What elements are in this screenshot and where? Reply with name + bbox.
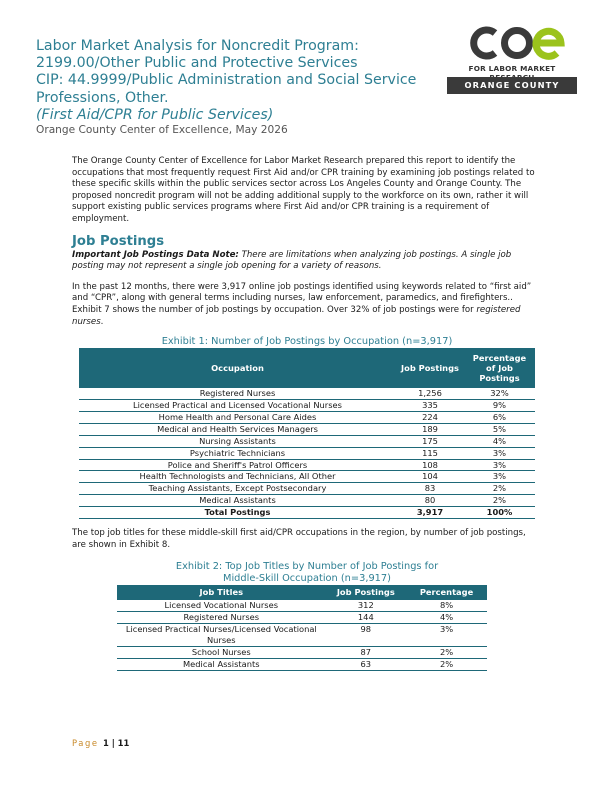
- total-label-cell: Total Postings: [204, 507, 271, 518]
- job-title-cell: Licensed Practical Nurses/Licensed Vocational Nurses: [125, 624, 317, 646]
- postings-paragraph-end: .: [100, 316, 104, 327]
- postings-cell: 80: [424, 495, 436, 506]
- report-title-line-1: Labor Market Analysis for Noncredit Program:: [36, 38, 359, 54]
- exhibit1-title: Exhibit 1: Number of Job Postings by Occupation (n=3,917): [161, 336, 453, 348]
- page-number: 1 | 11: [102, 738, 130, 748]
- exhibit2-header-postings: Job Postings: [326, 585, 406, 600]
- table-row: [79, 459, 535, 471]
- coe-logo-mark: [465, 26, 573, 60]
- table-row: [79, 400, 535, 412]
- postings-cell: 104: [422, 471, 438, 482]
- occupation-cell: Police and Sheriff's Patrol Officers: [167, 459, 308, 470]
- report-title-italic: (First Aid/CPR for Public Services): [36, 106, 274, 123]
- percentage-cell: 3%: [439, 624, 454, 635]
- percentage-cell: 2%: [439, 659, 454, 670]
- logo-orange-county-bar: ORANGE COUNTY: [447, 77, 577, 94]
- exhibit1-header-percentage: Percentage of Job Postings: [464, 348, 535, 388]
- occupation-cell: Medical and Health Services Managers: [157, 423, 318, 434]
- report-header: [36, 38, 436, 136]
- percentage-cell: 32%: [490, 388, 509, 399]
- occupation-cell: Home Health and Personal Care Aides: [158, 411, 317, 422]
- percentage-cell: 5%: [492, 423, 507, 434]
- intro-paragraph: The Orange County Center of Excellence for Labor Market Research prepared this report to identify the occupations that most frequently request First Aid and/or CPR training by examining job postings related to these specific skills within the public services sector across Los Angeles County and Orange County. The proposed noncredit program will not be adding additional supply to the workforce on its own, rather it will support existing public services programs where First Aid and/or CPR training is a requirement of employment.: [72, 156, 535, 224]
- page-footer: [72, 738, 129, 748]
- percentage-cell: 2%: [439, 647, 454, 658]
- report-title-line-3: CIP: 44.9999/Public Administration and Social Service: [36, 72, 417, 89]
- table-row: [117, 647, 487, 659]
- data-note-label: Important Job Postings Data Note:: [72, 249, 239, 260]
- postings-cell: 83: [424, 483, 436, 494]
- postings-paragraph-emphasis: registered nurses: [72, 304, 521, 327]
- table-row: [117, 624, 487, 647]
- occupation-cell: Health Technologists and Technicians, All Other: [139, 471, 336, 482]
- postings-cell: 115: [422, 447, 438, 458]
- table-row: [117, 612, 487, 624]
- exhibit1-table: [79, 348, 535, 519]
- table-row: [79, 388, 535, 399]
- postings-cell: 144: [357, 612, 374, 623]
- total-row: [79, 507, 535, 519]
- percentage-cell: 4%: [492, 435, 507, 446]
- percentage-cell: 8%: [439, 600, 454, 611]
- exhibit2-title-line-1: Exhibit 2: Top Job Titles by Number of Job Postings for: [175, 561, 439, 573]
- occupation-cell: Licensed Practical and Licensed Vocational Nurses: [133, 400, 342, 411]
- postings-cell: 98: [360, 624, 372, 635]
- percentage-cell: 3%: [492, 447, 507, 458]
- exhibit2-header-row: [117, 585, 487, 600]
- postings-paragraph-text: In the past 12 months, there were 3,917 online job postings identified using keywords related to “first aid” and “CPR”, along with general terms including nurses, law enforcement, paramedics, and firefighters.. Exhibit 7 shows the number of job postings by occupation. Over 32% of job postings were for: [72, 281, 532, 315]
- table-row: [79, 483, 535, 495]
- percentage-cell: 3%: [492, 471, 507, 482]
- report-body: [72, 156, 542, 671]
- occupation-cell: Nursing Assistants: [199, 435, 276, 446]
- postings-cell: 1,256: [418, 388, 442, 399]
- postings-paragraph: [72, 282, 542, 328]
- percentage-cell: 9%: [492, 400, 507, 411]
- job-title-cell: Registered Nurses: [183, 612, 260, 623]
- percentage-cell: 6%: [492, 411, 507, 422]
- postings-cell: 312: [357, 600, 374, 611]
- exhibit1-header-occupation: Occupation: [79, 348, 396, 388]
- percentage-cell: 2%: [492, 495, 507, 506]
- total-percentage-cell: 100%: [486, 507, 513, 518]
- exhibit2-title-line-2: Middle-Skill Occupation (n=3,917): [223, 573, 391, 585]
- logo-caption: FOR LABOR MARKET: [468, 64, 556, 73]
- table-row: [117, 659, 487, 671]
- data-note: [72, 250, 542, 273]
- exhibit2-table: [117, 585, 487, 671]
- percentage-cell: 2%: [492, 483, 507, 494]
- job-title-cell: School Nurses: [191, 647, 251, 658]
- postings-cell: 175: [422, 435, 438, 446]
- percentage-cell: 3%: [492, 459, 507, 470]
- occupation-cell: Psychiatric Technicians: [189, 447, 286, 458]
- table-row: [117, 600, 487, 612]
- report-subtitle: Orange County Center of Excellence, May 2026: [36, 124, 288, 137]
- report-title-line-4: Professions, Other.: [36, 89, 169, 106]
- job-title-cell: Medical Assistants: [183, 659, 260, 670]
- occupation-cell: Medical Assistants: [199, 495, 276, 506]
- postings-cell: 63: [360, 659, 372, 670]
- data-note-text: There are limitations when analyzing job postings. A single job posting may not represent a single job opening for a variety of reasons.: [72, 249, 512, 272]
- postings-cell: 189: [422, 423, 438, 434]
- postings-cell: 224: [422, 411, 438, 422]
- section-heading: Job Postings: [72, 233, 165, 249]
- postings-cell: 335: [422, 400, 438, 411]
- postings-cell: 87: [360, 647, 372, 658]
- report-title-line-2: 2199.00/Other Public and Protective Services: [36, 55, 358, 72]
- table-row: [79, 411, 535, 423]
- postings-cell: 108: [422, 459, 438, 470]
- table-row: [79, 495, 535, 507]
- coe-logo: [447, 24, 577, 96]
- total-postings-cell: 3,917: [416, 507, 444, 518]
- occupation-cell: Registered Nurses: [199, 388, 276, 399]
- page-label: Page: [72, 738, 99, 748]
- exhibit2-header-title: Job Titles: [117, 585, 326, 600]
- table-row: [79, 447, 535, 459]
- exhibit1-header-row: [79, 348, 535, 388]
- table-row: [79, 471, 535, 483]
- table-row: [79, 435, 535, 447]
- job-titles-paragraph: The top job titles for these middle-skill first aid/CPR occupations in the region, by number of job postings, are shown in Exhibit 8.: [72, 528, 526, 550]
- exhibit1-header-postings: Job Postings: [396, 348, 464, 388]
- exhibit2-header-percentage: Percentage: [406, 585, 487, 600]
- occupation-cell: Teaching Assistants, Except Postsecondary: [148, 483, 327, 494]
- percentage-cell: 4%: [439, 612, 454, 623]
- job-title-cell: Licensed Vocational Nurses: [164, 600, 279, 611]
- table-row: [79, 423, 535, 435]
